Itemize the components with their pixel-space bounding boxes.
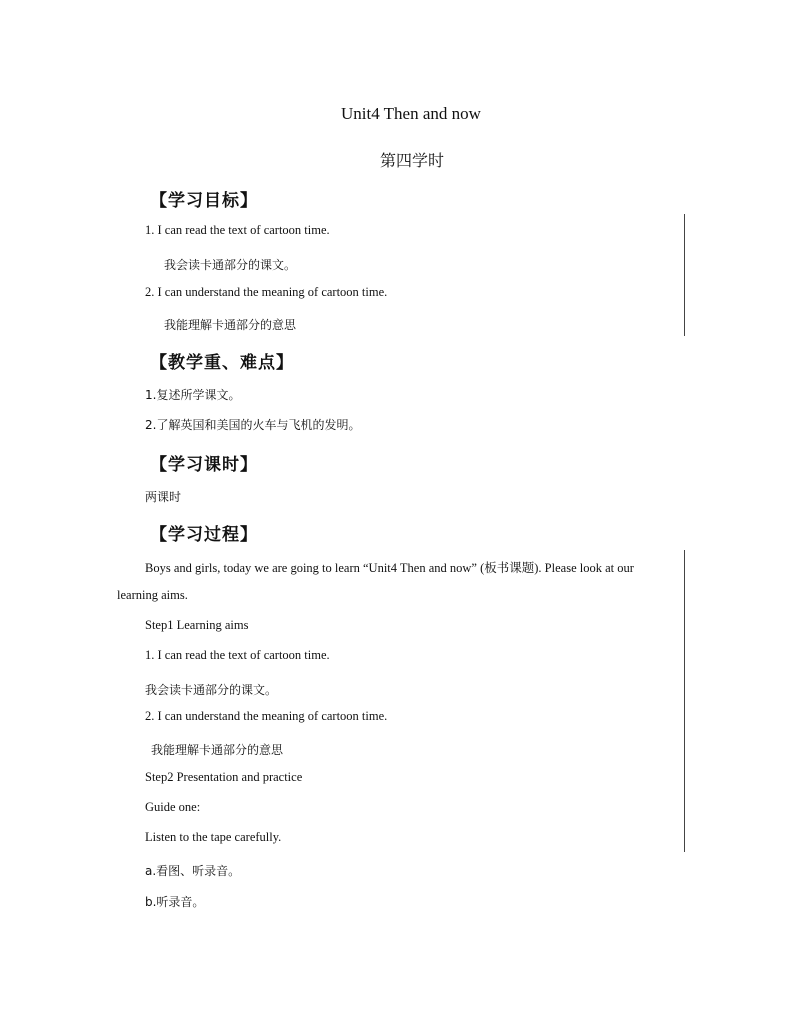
objective-1-en: 1. I can read the text of cartoon time.	[145, 223, 330, 237]
intro-line-2: learning aims.	[117, 588, 188, 602]
guide-one: Guide one:	[145, 800, 201, 814]
step2-heading: Step2 Presentation and practice	[145, 770, 303, 784]
task-a: a.看图、听录音。	[145, 864, 241, 878]
section-periods-heading: 【学习课时】	[150, 455, 258, 475]
listen-instruction: Listen to the tape carefully.	[145, 830, 282, 844]
intro-line-1: Boys and girls, today we are going to learn “Unit4 Then and now” (板书课题). Please look at our	[145, 561, 634, 575]
aim-1-en: 1. I can read the text of cartoon time.	[145, 648, 330, 662]
section-key-points-heading: 【教学重、难点】	[150, 353, 294, 373]
aim-2-cn: 我能理解卡通部分的意思	[151, 743, 284, 757]
aim-1-cn: 我会读卡通部分的课文。	[145, 683, 278, 697]
periods-text: 两课时	[145, 490, 182, 504]
page-subtitle: 第四学时	[380, 151, 445, 170]
margin-line	[684, 550, 685, 852]
key-point-2: 2.了解英国和美国的火车与飞机的发明。	[145, 418, 361, 432]
section-process-heading: 【学习过程】	[150, 525, 258, 545]
section-objectives-heading: 【学习目标】	[150, 191, 258, 211]
objective-2-en: 2. I can understand the meaning of cartoon time.	[145, 285, 388, 299]
page-title: Unit4 Then and now	[341, 104, 481, 123]
key-point-1: 1.复述所学课文。	[145, 388, 241, 402]
step1-heading: Step1 Learning aims	[145, 618, 249, 632]
aim-2-en: 2. I can understand the meaning of cartoon time.	[145, 709, 388, 723]
task-b: b.听录音。	[145, 895, 205, 909]
objective-2-cn: 我能理解卡通部分的意思	[164, 318, 297, 332]
objective-1-cn: 我会读卡通部分的课文。	[164, 258, 297, 272]
margin-line	[684, 214, 685, 336]
